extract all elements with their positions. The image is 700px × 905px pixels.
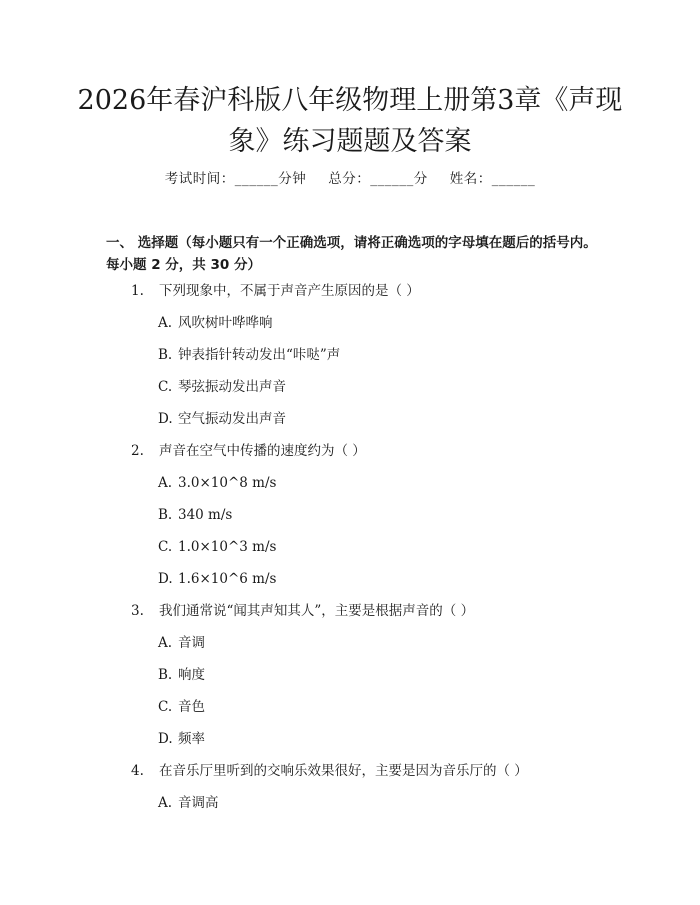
document-title: 2026年春沪科版八年级物理上册第3章《声现象》练习题题及答案 [77, 85, 623, 157]
option-letter: D. [158, 411, 173, 427]
question-option [158, 698, 205, 716]
option-text: 风吹树叶哗哗响 [178, 315, 273, 331]
question [131, 442, 366, 460]
option-letter: A. [158, 635, 173, 651]
question-number: 1. [131, 283, 144, 299]
question-option [158, 346, 340, 364]
option-letter: C. [158, 379, 173, 395]
question-option [158, 794, 219, 812]
question [131, 602, 474, 620]
option-text: 钟表指针转动发出“咔哒”声 [178, 347, 341, 363]
option-letter: D. [158, 571, 173, 587]
option-letter: B. [158, 667, 173, 683]
option-text: 3.0×10^8 m/s [178, 475, 277, 491]
option-text: 音调高 [178, 795, 219, 811]
option-text: 频率 [178, 731, 205, 747]
option-text: 1.6×10^6 m/s [178, 571, 277, 587]
question-option [158, 314, 273, 332]
question-option [158, 410, 286, 428]
question-option [158, 634, 205, 652]
exam-info [0, 167, 700, 187]
option-letter: D. [158, 731, 173, 747]
question-option [158, 506, 232, 524]
option-text: 响度 [178, 667, 205, 683]
question-text: 我们通常说“闻其声知其人”，主要是根据声音的（ ） [159, 603, 475, 619]
option-text: 1.0×10^3 m/s [178, 539, 277, 555]
question-text: 在音乐厅里听到的交响乐效果很好，主要是因为音乐厅的（ ） [159, 763, 528, 779]
question-option [158, 666, 205, 684]
question-number: 3. [131, 603, 144, 619]
option-text: 340 m/s [178, 507, 233, 523]
question-option [158, 538, 276, 556]
option-letter: A. [158, 315, 173, 331]
question-number: 4. [131, 763, 144, 779]
question-option [158, 378, 286, 396]
question-number: 2. [131, 443, 144, 459]
option-text: 琴弦振动发出声音 [178, 379, 286, 395]
option-letter: A. [158, 475, 173, 491]
section-heading: 一、 选择题（每小题只有一个正确选项，请将正确选项的字母填在题后的括号内。每小题 2 分，共 30 分） [106, 235, 597, 273]
option-letter: B. [158, 507, 173, 523]
option-letter: C. [158, 539, 173, 555]
question [131, 762, 528, 780]
question-option [158, 474, 276, 492]
exam-time-field: 考试时间：______分钟 [164, 171, 307, 187]
option-letter: C. [158, 699, 173, 715]
question-option [158, 570, 276, 588]
option-text: 空气振动发出声音 [178, 411, 286, 427]
option-letter: A. [158, 795, 173, 811]
option-text: 音调 [178, 635, 205, 651]
option-letter: B. [158, 347, 173, 363]
question [131, 282, 420, 300]
question-option [158, 730, 205, 748]
question-text: 下列现象中，不属于声音产生原因的是（ ） [159, 283, 420, 299]
option-text: 音色 [178, 699, 205, 715]
student-name-field: 姓名：______ [449, 171, 536, 187]
total-score-field: 总分：______分 [328, 171, 428, 187]
question-text: 声音在空气中传播的速度约为（ ） [159, 443, 366, 459]
